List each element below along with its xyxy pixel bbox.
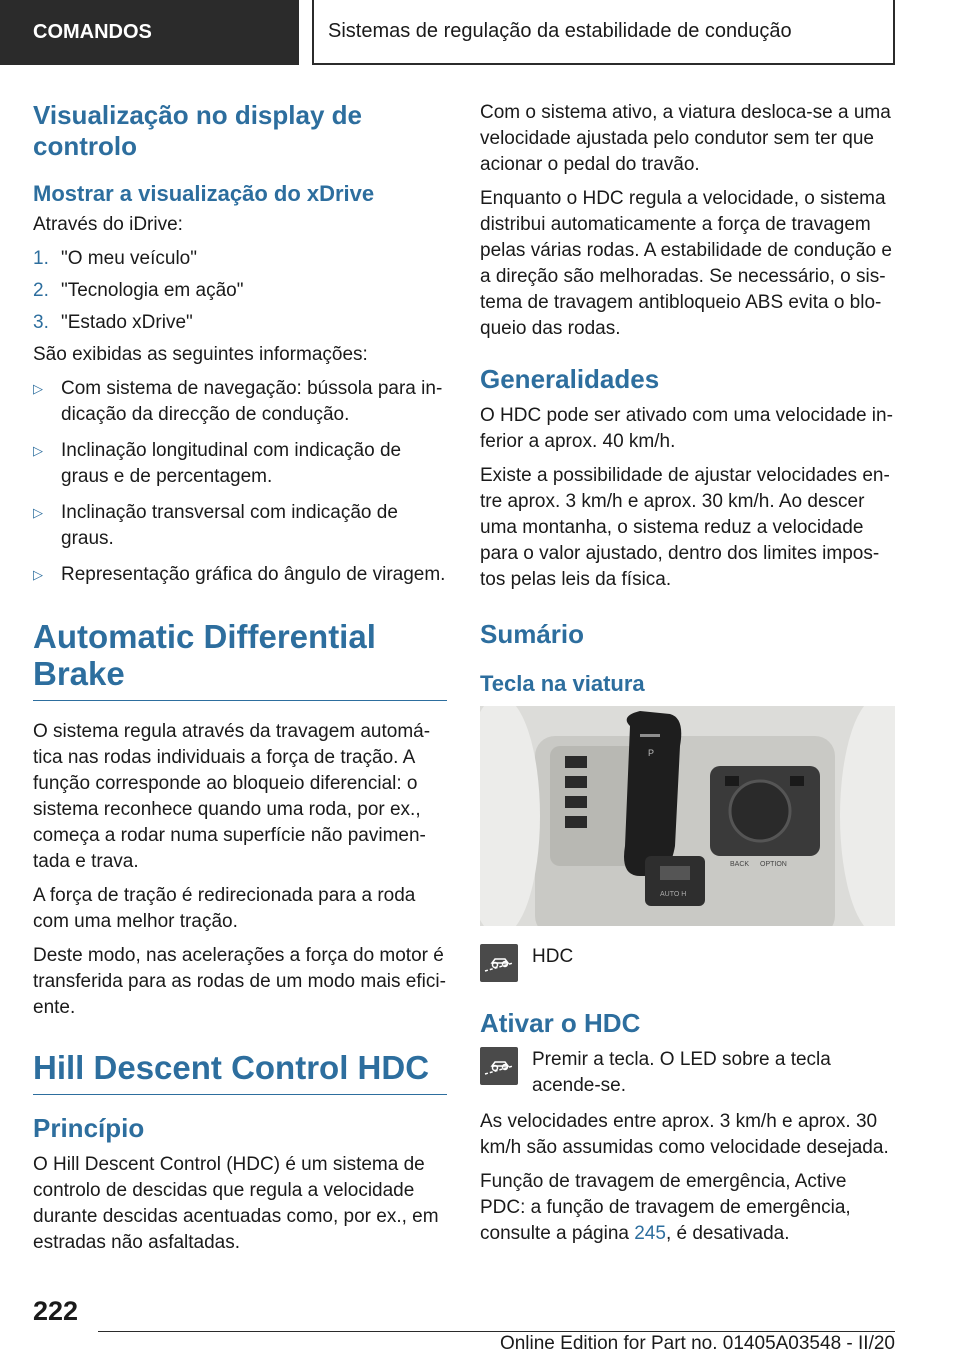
gen-paragraph: O HDC pode ser ativado com uma velocidade inferior a aprox. 40 km/h. bbox=[480, 405, 893, 452]
ativar-instruction: Premir a tecla. O LED sobre a tecla acende-se. bbox=[532, 1049, 831, 1096]
triangle-bullet-icon: ▷ bbox=[33, 381, 43, 396]
info-list bbox=[33, 376, 447, 588]
step-item: 3. "Estado xDrive" bbox=[33, 312, 193, 333]
step-item: 1. "O meu veículo" bbox=[33, 248, 197, 269]
shown-text: São exibidas as seguintes informações: bbox=[33, 344, 368, 365]
heading-display: Visualização no display de controlo bbox=[33, 100, 362, 161]
adb-paragraph: O sistema regula através da travagem automática nas rodas individuais a força de tração. A função corresponde ao bloqueio diferencial: o sistema reconhece quando uma roda, por ex., começa a rodar numa superfície não pavimentada e trava. bbox=[33, 721, 431, 872]
ativar-icon-row bbox=[480, 1047, 895, 1099]
triangle-bullet-icon: ▷ bbox=[33, 443, 43, 458]
photo-back-label: BACK bbox=[730, 861, 750, 868]
center-console-photo bbox=[480, 706, 895, 926]
triangle-bullet-icon: ▷ bbox=[33, 505, 43, 520]
heading-xdrive: Mostrar a visualização do xDrive bbox=[33, 181, 375, 206]
heading-generalidades: Generalidades bbox=[480, 364, 660, 394]
right-column bbox=[480, 100, 895, 1255]
ativar-paragraph: Função de travagem de emergência, Active PDC: a função de travagem de emergência, consulte a página 245, é desativada. bbox=[480, 1171, 851, 1244]
chapter-title: Sistemas de regulação da estabilidade de condução bbox=[328, 20, 792, 42]
step-item: 2. "Tecnologia em ação" bbox=[33, 280, 244, 301]
heading-principio: Princípio bbox=[33, 1113, 145, 1143]
list-item: ▷ Inclinação longitudinal com indicação de graus e de percentagem. bbox=[33, 438, 447, 490]
hdc-caption: HDC bbox=[532, 946, 574, 967]
page-link-245[interactable]: 245 bbox=[634, 1223, 666, 1244]
gen-paragraph: Existe a possibilidade de ajustar velocidades entre aprox. 3 km/h e aprox. 30 km/h. Ao descer uma montanha, o sistema reduz a velocidade para o valor ajustado, dentro dos limites impostos pelas leis da física. bbox=[480, 465, 890, 590]
adb-paragraph: A força de tração é redirecionada para a roda com uma melhor tração. bbox=[33, 885, 416, 932]
photo-option-label: OPTION bbox=[760, 861, 787, 868]
chapter-header bbox=[312, 0, 895, 65]
heading-tecla: Tecla na viatura bbox=[480, 671, 645, 696]
edition-text: Online Edition for Part no. 01405A03548 - II/20 bbox=[499, 1333, 895, 1354]
adb-paragraph: Deste modo, nas acelerações a força do motor é transferida para as rodas de um modo mais eficiente. bbox=[33, 945, 446, 1018]
hdc-paragraph: Com o sistema ativo, a viatura desloca-se a uma velocidade ajustada pelo condutor sem ter que acionar o pedal do travão. bbox=[480, 102, 891, 175]
list-item: ▷ Com sistema de navegação: bússola para indicação da direcção de condução. bbox=[33, 376, 447, 428]
heading-adb: Automatic Differential Brake bbox=[33, 618, 447, 701]
via-text: Através do iDrive: bbox=[33, 214, 183, 235]
hill-descent-icon bbox=[480, 1047, 518, 1085]
section-title: COMANDOS bbox=[33, 21, 152, 43]
left-column bbox=[33, 100, 447, 1264]
heading-hdc: Hill Descent Control HDC bbox=[33, 1049, 447, 1095]
list-item: ▷ Inclinação transversal com indicação de graus. bbox=[33, 500, 447, 552]
heading-sumario: Sumário bbox=[480, 619, 585, 649]
ativar-paragraph: As velocidades entre aprox. 3 km/h e aprox. 30 km/h são assumidas como velocidade desejada. bbox=[480, 1111, 889, 1158]
heading-ativar: Ativar o HDC bbox=[480, 1008, 641, 1038]
hdc-paragraph: Enquanto o HDC regula a velocidade, o sistema distribui automaticamente a força de travagem pelas várias rodas. A estabilidade de condução e a direção são melhoradas. Se necessário, o sistema de travagem antibloqueio ABS evita o bloqueio das rodas. bbox=[480, 188, 892, 339]
page-number: 222 bbox=[33, 1296, 79, 1326]
principio-paragraph: O Hill Descent Control (HDC) é um sistema de controlo de descidas que regula a velocidade durante descidas acentuadas como, por ex., em estradas não asfaltadas. bbox=[33, 1154, 439, 1253]
hdc-icon-row bbox=[480, 944, 895, 982]
photo-auto-label: AUTO H bbox=[660, 891, 687, 898]
list-item: ▷ Representação gráfica do ângulo de viragem. bbox=[33, 562, 447, 588]
photo-gear-label: P bbox=[648, 748, 655, 758]
triangle-bullet-icon: ▷ bbox=[33, 567, 43, 582]
hill-descent-icon bbox=[480, 944, 518, 982]
steps-list bbox=[33, 246, 447, 336]
section-tab bbox=[0, 0, 299, 65]
